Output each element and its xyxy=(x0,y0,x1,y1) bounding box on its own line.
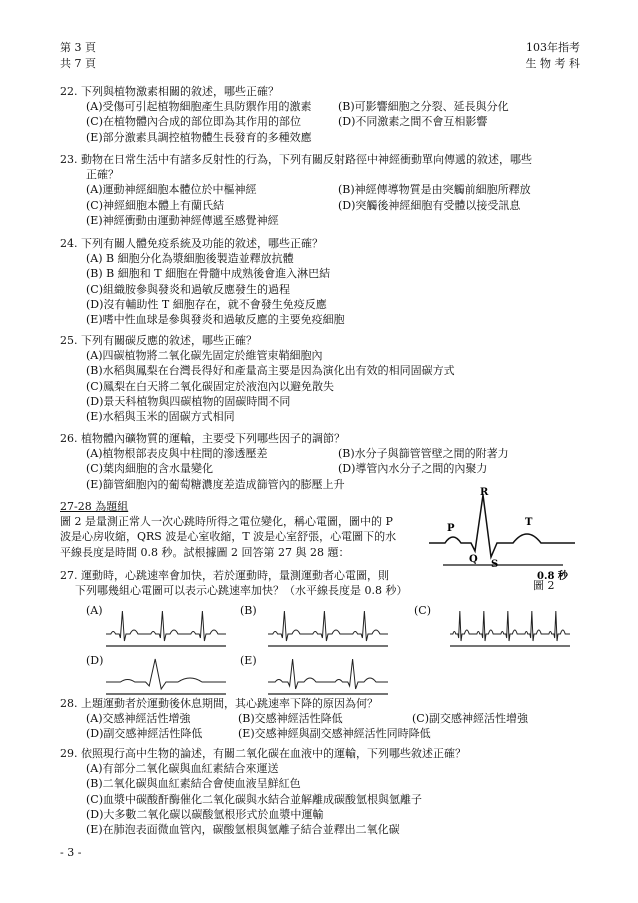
option-d: (D)大多數二氧化碳以碳酸氫根形式於血漿中運輸 xyxy=(86,807,324,821)
option-c: (C)血漿中碳酸酐酶催化二氧化碳與水結合並解離成碳酸氫根與氫離子 xyxy=(86,792,422,806)
option-c: (C)在植物體內合成的部位即為其作用的部位 xyxy=(86,115,301,129)
option-d: (D)景天科植物與四碳植物的固碳時間不同 xyxy=(86,394,291,408)
time-label: 0.8 秒 xyxy=(537,571,568,582)
group-intro-line: 波是心房收縮，QRS 波是心室收縮，T 波是心室舒張，心電圖下的水 xyxy=(60,530,397,544)
question-28 xyxy=(60,696,580,742)
option-d: (D)沒有輔助性 T 細胞存在，就不會發生免疫反應 xyxy=(86,297,327,311)
figure-caption: 圖 2 xyxy=(533,579,555,592)
question-23 xyxy=(60,152,580,228)
option-a: (A)交感神經活性增強 xyxy=(86,712,191,726)
ecg-option-b xyxy=(266,608,388,648)
question-stem: 28. 上題運動者於運動後休息期間，其心跳速率下降的原因為何？ xyxy=(60,697,378,710)
option-c-label: (C) xyxy=(414,604,431,617)
question-stem: 26. 植物體內礦物質的運輸，主要受下列哪些因子的調節？ xyxy=(60,432,345,445)
question-group xyxy=(60,499,420,560)
question-stem: 23. 動物在日常生活中有諸多反射性的行為，下列有關反射路徑中神經衝動單向傳遞的敘述，哪些 xyxy=(60,153,532,166)
option-a-label: (A) xyxy=(86,604,103,617)
option-e: (E)嗜中性血球是參與發炎和過敏反應的主要免疫細胞 xyxy=(86,313,345,327)
option-a: (A) B 細胞分化為漿細胞後製造並釋放抗體 xyxy=(86,252,294,266)
option-e: (E)水稻與玉米的固碳方式相同 xyxy=(86,410,235,424)
question-29 xyxy=(60,746,580,837)
question-22 xyxy=(60,84,580,145)
ecg-trace xyxy=(106,659,226,689)
ecg-label-r: R xyxy=(480,487,489,498)
ecg-option-a xyxy=(104,608,226,648)
option-e-label: (E) xyxy=(240,654,257,667)
ecg-trace xyxy=(106,611,226,641)
question-27 xyxy=(60,568,460,598)
option-a: (A)四碳植物將二氧化碳先固定於維管束鞘細胞內 xyxy=(86,349,323,363)
question-stem: 24. 下列有關人體免疫系統及功能的敘述，哪些正確？ xyxy=(60,237,323,250)
option-d: (D)不同激素之間不會互相影響 xyxy=(338,115,488,129)
page-footer: - 3 - xyxy=(60,846,82,859)
group-intro-line: 平線長度是時間 0.8 秒。試根據圖 2 回答第 27 與 28 題： xyxy=(60,545,350,559)
option-e: (E)在肺泡表面微血管內，碳酸氫根與氫離子結合並釋出二氧化碳 xyxy=(86,823,400,837)
option-d: (D)副交感神經活性降低 xyxy=(86,727,203,741)
ecg-label-s: S xyxy=(491,559,499,570)
option-c: (C)組織胺參與發炎和過敏反應發生的過程 xyxy=(86,282,290,296)
question-stem: 25. 下列有關碳反應的敘述，哪些正確？ xyxy=(60,334,257,347)
question-26 xyxy=(60,431,580,492)
option-d: (D)導管內水分子之間的內聚力 xyxy=(338,462,488,476)
option-a: (A)運動神經細胞本體位於中樞神經 xyxy=(86,183,257,197)
option-a: (A)植物根部表皮與中柱間的滲透壓差 xyxy=(86,447,268,461)
option-b: (B)神經傳導物質是由突觸前細胞所釋放 xyxy=(338,183,531,197)
question-stem-cont: 正確？ xyxy=(86,168,119,182)
ecg-label-t: T xyxy=(525,517,533,528)
ecg-option-e xyxy=(266,656,388,696)
question-stem: 27. 運動時，心跳速率會加快，若於運動時，量測運動者心電圖，則 xyxy=(60,569,389,582)
ecg-trace xyxy=(268,611,388,641)
option-c: (C)葉肉細胞的含水量變化 xyxy=(86,462,213,476)
option-e: (E)神經衝動由運動神經傳遞至感覺神經 xyxy=(86,213,279,227)
option-b: (B)水稻與鳳梨在台灣長得好和產量高主要是因為演化出有效的相同固碳方式 xyxy=(86,364,455,378)
ecg-label-q: Q xyxy=(469,554,478,565)
option-e: (E)部分激素具調控植物體生長發育的多種效應 xyxy=(86,130,312,144)
question-24 xyxy=(60,236,580,327)
ecg-option-c xyxy=(448,608,570,648)
ecg-trace xyxy=(268,659,388,689)
option-c: (C)副交感神經活性增強 xyxy=(412,712,528,726)
page-number: 第 3 頁 xyxy=(60,41,96,54)
option-b-label: (B) xyxy=(240,604,257,617)
option-b: (B)二氧化碳與血紅素結合會使血液呈鮮紅色 xyxy=(86,777,301,791)
option-e: (E)交感神經與副交感神經活性同時降低 xyxy=(238,727,431,741)
question-stem: 22. 下列與植物激素相關的敘述，哪些正確？ xyxy=(60,85,279,98)
option-b: (B) B 細胞和 T 細胞在骨髓中成熟後會進入淋巴結 xyxy=(86,267,331,281)
option-a: (A)有部分二氧化碳與血紅素結合來運送 xyxy=(86,762,279,776)
group-intro-line: 圖 2 是量測正常人一次心跳時所得之電位變化，稱心電圖，圖中的 P xyxy=(60,515,393,529)
question-stem-cont: 下列哪幾組心電圖可以表示心跳速率加快？（水平線長度是 0.8 秒） xyxy=(75,584,408,598)
option-b: (B)水分子與篩管管壁之間的附著力 xyxy=(338,447,509,461)
page-total: 共 7 頁 xyxy=(60,57,96,70)
ecg-trace xyxy=(450,611,570,641)
question-stem: 29. 依照現行高中生物的論述，有關二氧化碳在血液中的運輸，下列哪些敘述正確？ xyxy=(60,747,466,760)
option-b: (B)可影響細胞之分裂、延長與分化 xyxy=(338,100,509,114)
exam-title: 103年指考 xyxy=(526,41,580,54)
ecg-option-d xyxy=(104,656,226,696)
option-c: (C)鳳梨在白天將二氧化碳固定於液泡內以避免散失 xyxy=(86,379,334,393)
option-d-label: (D) xyxy=(86,654,104,667)
group-title: 27-28 為題組 xyxy=(60,500,129,513)
option-d: (D)突觸後神經細胞有受體以接受訊息 xyxy=(338,198,521,212)
question-25 xyxy=(60,333,580,424)
ecg-label-p: P xyxy=(447,523,455,534)
option-e: (E)篩管細胞內的葡萄糖濃度差造成篩管內的膨壓上升 xyxy=(86,477,345,491)
option-a: (A)受傷可引起植物細胞產生具防禦作用的激素 xyxy=(86,100,312,114)
option-c: (C)神經細胞本體上有蘭氏結 xyxy=(86,198,224,212)
subject-title: 生 物 考 科 xyxy=(525,57,580,70)
option-b: (B)交感神經活性降低 xyxy=(238,712,343,726)
